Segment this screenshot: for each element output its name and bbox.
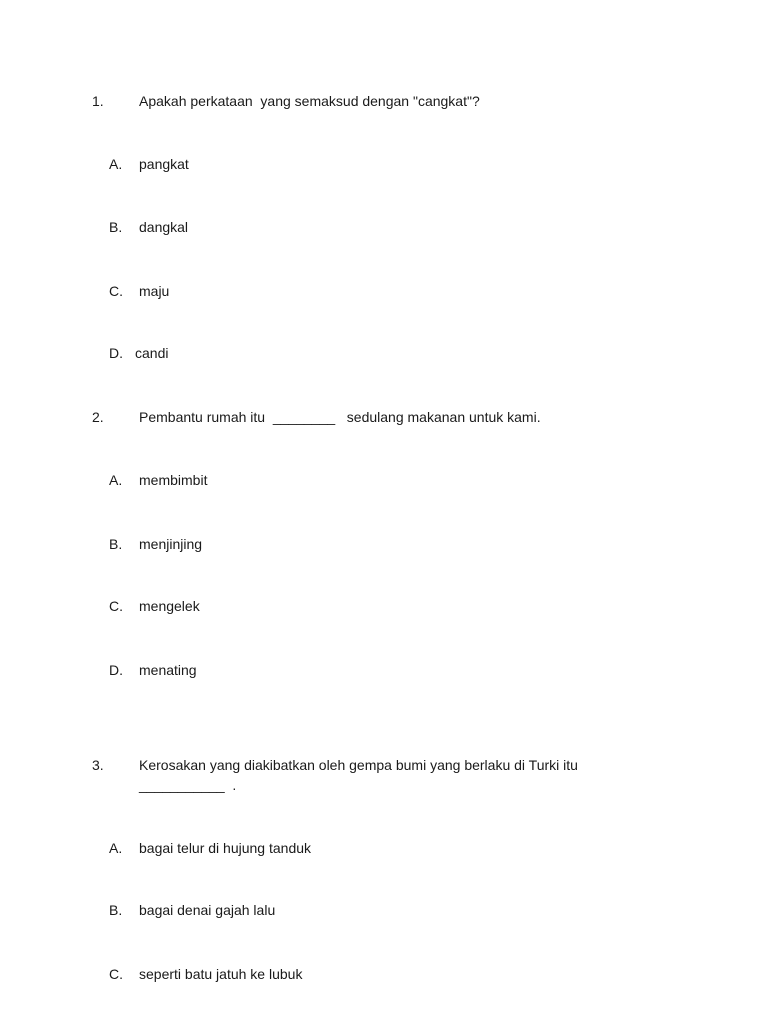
option-letter: D. [109, 345, 123, 361]
option-text: bagai denai gajah lalu [139, 902, 276, 918]
option-letter: C. [109, 966, 123, 982]
option-text: dangkal [139, 219, 189, 235]
option-letter: C. [109, 283, 123, 299]
option-letter: D. [109, 662, 123, 678]
option-text: maju [139, 283, 170, 299]
option-letter: B. [109, 219, 123, 235]
question-number: 2. [92, 409, 104, 425]
question-text: Pembantu rumah itu ________ sedulang makanan untuk kami. [139, 409, 541, 425]
option-text: mengelek [139, 598, 200, 614]
question-number: 1. [92, 93, 104, 109]
option-text: menjinjing [139, 536, 203, 552]
option-text: bagai telur di hujung tanduk [139, 840, 312, 856]
option-text: seperti batu jatuh ke lubuk [139, 966, 303, 982]
question-text: Kerosakan yang diakibatkan oleh gempa bumi yang berlaku di Turki itu [139, 757, 578, 773]
question-text-blank: ___________ . [139, 777, 237, 793]
question-text: Apakah perkataan yang semaksud dengan "cangkat"? [139, 93, 480, 109]
option-letter: A. [109, 840, 123, 856]
option-letter: B. [109, 902, 123, 918]
option-letter: A. [109, 472, 123, 488]
option-letter: A. [109, 156, 123, 172]
option-letter: C. [109, 598, 123, 614]
question-number: 3. [92, 757, 104, 773]
option-text: candi [135, 345, 169, 361]
option-text: membimbit [139, 472, 208, 488]
option-text: menating [139, 662, 197, 678]
option-letter: B. [109, 536, 123, 552]
option-text: pangkat [139, 156, 189, 172]
